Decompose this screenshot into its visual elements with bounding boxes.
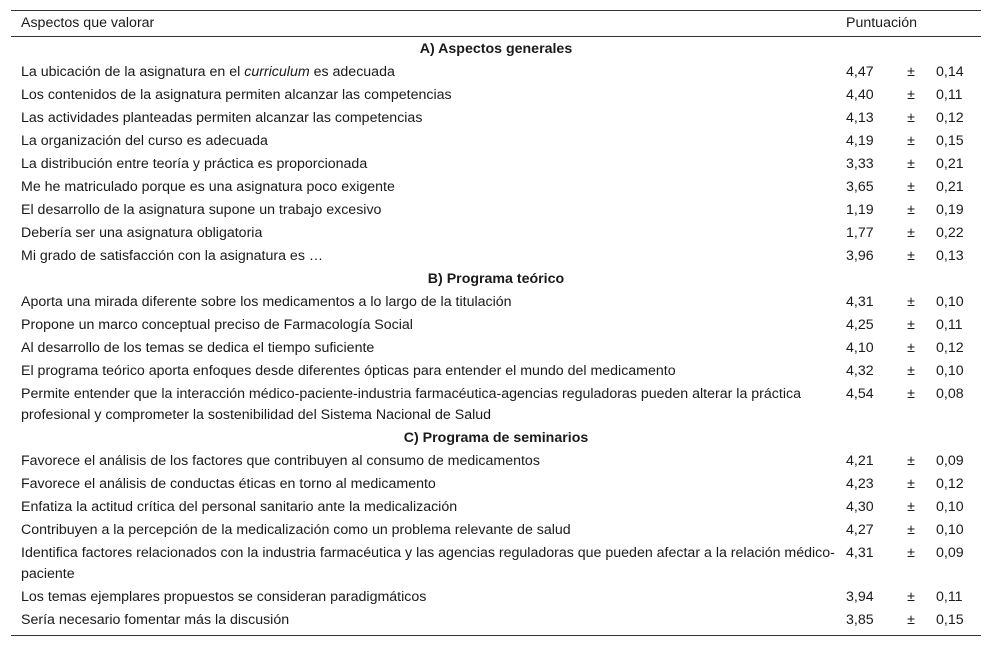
table-row [11,61,981,84]
plus-minus: ± [907,317,915,333]
aspect-text: Al desarrollo de los temas se dedica el tiempo suficiente [21,340,375,356]
aspect-text: Contribuyen a la percepción de la medicalización como un problema relevante de salud [21,522,571,538]
aspect-text: La organización del curso es adecuada [21,133,268,149]
plus-minus: ± [907,499,915,515]
mean-value: 3,85 [846,612,874,628]
aspect-text: Propone un marco conceptual preciso de Farmacología Social [21,317,413,333]
sd-value: 0,10 [936,363,964,379]
sd-value: 0,11 [936,589,963,605]
section-header: A) Aspectos generales [419,41,573,57]
plus-minus: ± [907,453,915,469]
mean-value: 3,65 [846,179,874,195]
mean-value: 4,31 [846,294,874,310]
table-row [11,222,981,245]
sd-value: 0,12 [936,476,964,492]
sd-value: 0,09 [936,545,964,561]
sd-value: 0,13 [936,248,964,264]
header-score: Puntuación [846,15,917,31]
aspect-text: Favorece el análisis de los factores que contribuyen al consumo de medicamentos [21,453,540,469]
sd-value: 0,21 [936,179,964,195]
section-header: B) Programa teórico [427,271,565,287]
table-row [11,314,981,337]
aspect-text: Identifica factores relacionados con la industria farmacéutica y las agencias reguladoras que pueden afectar a la relación médico-paciente [21,545,835,582]
sd-value: 0,11 [936,87,963,103]
sd-value: 0,19 [936,202,964,218]
plus-minus: ± [907,64,915,80]
sd-value: 0,21 [936,156,964,172]
section-header: C) Programa de seminarios [403,430,589,446]
plus-minus: ± [907,386,915,402]
plus-minus: ± [907,179,915,195]
sd-value: 0,08 [936,386,964,402]
mean-value: 4,54 [846,386,874,402]
mean-value: 4,27 [846,522,874,538]
mean-value: 4,21 [846,453,874,469]
plus-minus: ± [907,363,915,379]
aspect-text: Sería necesario fomentar más la discusión [21,612,290,628]
table-row [11,84,981,107]
table-row [11,291,981,314]
aspect-text: Los temas ejemplares propuestos se consideran paradigmáticos [21,589,427,605]
table-row [11,450,981,473]
sd-value: 0,11 [936,317,963,333]
table-header [11,11,981,37]
aspect-text: La distribución entre teoría y práctica es proporcionada [21,156,368,172]
aspect-text: Aporta una mirada diferente sobre los medicamentos a lo largo de la titulación [21,294,512,310]
aspect-text: Me he matriculado porque es una asignatura poco exigente [21,179,395,195]
mean-value: 1,19 [846,202,874,218]
plus-minus: ± [907,522,915,538]
sd-value: 0,10 [936,294,964,310]
results-table [11,10,981,636]
aspect-text: El desarrollo de la asignatura supone un trabajo excesivo [21,202,382,218]
plus-minus: ± [907,156,915,172]
table-row [11,360,981,383]
aspect-text: Favorece el análisis de conductas éticas en torno al medicamento [21,476,436,492]
aspect-text: Debería ser una asignatura obligatoria [21,225,263,241]
sd-value: 0,12 [936,340,964,356]
plus-minus: ± [907,294,915,310]
table-row [11,245,981,268]
table-row [11,496,981,519]
table-row [11,337,981,360]
mean-value: 4,40 [846,87,874,103]
table-row [11,107,981,130]
plus-minus: ± [907,110,915,126]
table-row [11,130,981,153]
aspect-text: El programa teórico aporta enfoques desde diferentes ópticas para entender el mundo del medicamento [21,363,676,379]
plus-minus: ± [907,248,915,264]
plus-minus: ± [907,612,915,628]
plus-minus: ± [907,589,915,605]
aspect-text: Mi grado de satisfacción con la asignatura es … [21,248,324,264]
sd-value: 0,14 [936,64,964,80]
aspect-text: La ubicación de la asignatura en el curriculum es adecuada [21,64,395,80]
plus-minus: ± [907,545,915,561]
aspect-text: Permite entender que la interacción médico-paciente-industria farmacéutica-agencias reguladoras pueden alterar la práctica profesional y comprometer la sostenibilidad del Sistema Nacional de Salud [21,386,801,423]
mean-value: 4,25 [846,317,874,333]
sd-value: 0,15 [936,612,964,628]
mean-value: 4,13 [846,110,874,126]
table-row [11,176,981,199]
table-row [11,153,981,176]
sd-value: 0,22 [936,225,964,241]
table-row [11,383,981,427]
results-table-wrapper [11,10,981,636]
header-aspects: Aspectos que valorar [21,15,155,31]
sd-value: 0,10 [936,499,964,515]
mean-value: 1,77 [846,225,874,241]
sd-value: 0,09 [936,453,964,469]
mean-value: 4,10 [846,340,874,356]
plus-minus: ± [907,225,915,241]
plus-minus: ± [907,202,915,218]
mean-value: 4,19 [846,133,874,149]
mean-value: 4,30 [846,499,874,515]
mean-value: 4,47 [846,64,874,80]
mean-value: 3,33 [846,156,874,172]
plus-minus: ± [907,476,915,492]
plus-minus: ± [907,133,915,149]
table-row [11,519,981,542]
plus-minus: ± [907,87,915,103]
sd-value: 0,10 [936,522,964,538]
table-row [11,609,981,636]
sd-value: 0,12 [936,110,964,126]
sd-value: 0,15 [936,133,964,149]
mean-value: 3,96 [846,248,874,264]
aspect-text: Los contenidos de la asignatura permiten alcanzar las competencias [21,87,452,103]
aspect-text: Enfatiza la actitud crítica del personal sanitario ante la medicalización [21,499,458,515]
mean-value: 4,23 [846,476,874,492]
mean-value: 4,32 [846,363,874,379]
mean-value: 3,94 [846,589,874,605]
mean-value: 4,31 [846,545,874,561]
plus-minus: ± [907,340,915,356]
aspect-text: Las actividades planteadas permiten alcanzar las competencias [21,110,423,126]
table-row [11,542,981,586]
table-row [11,199,981,222]
table-row [11,473,981,496]
table-row [11,586,981,609]
